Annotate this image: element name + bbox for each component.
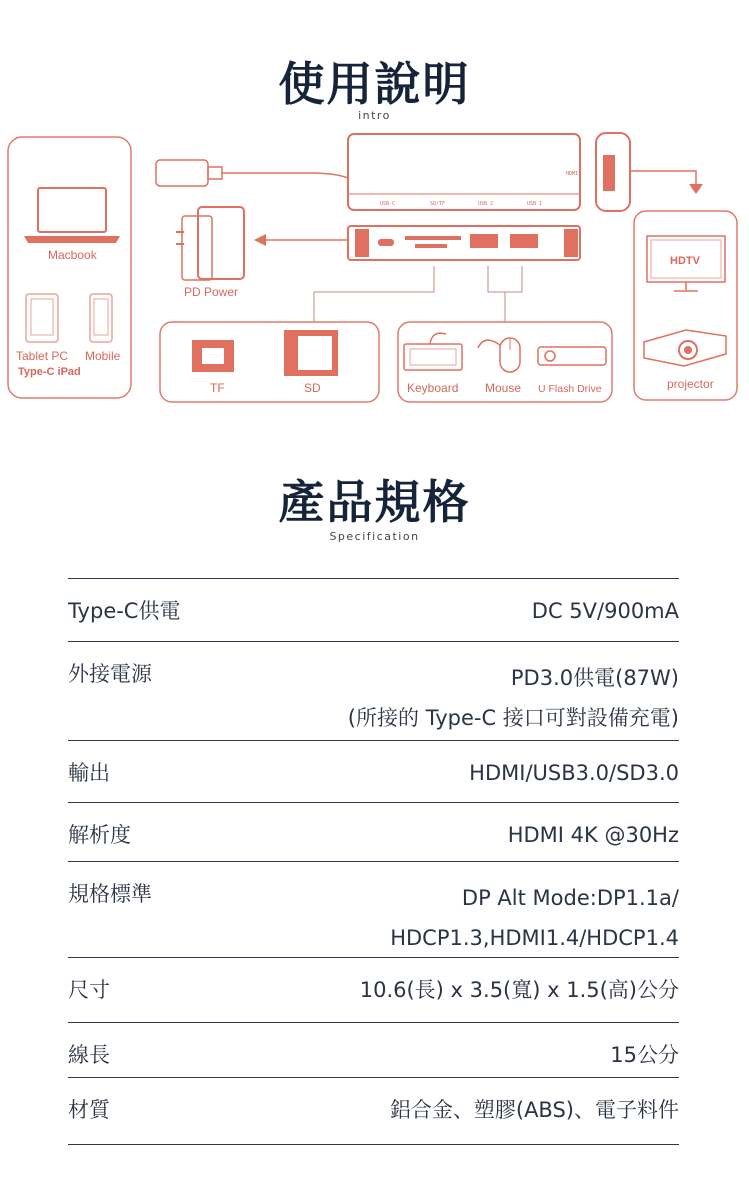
tf-label: TF (210, 381, 225, 395)
intro-title: 使用說明 (278, 57, 471, 111)
spec-value-line: 10.6(長) x 3.5(寬) x 1.5(高)公分 (359, 978, 679, 1002)
tablet-label: Tablet PC (16, 349, 69, 363)
hdtv-label: HDTV (670, 255, 700, 267)
mobile-icon (90, 294, 112, 342)
intro-subtitle: intro (358, 109, 391, 122)
spec-value-line: HDMI/USB3.0/SD3.0 (469, 761, 679, 785)
spec-value-line: PD3.0供電(87W) (510, 666, 679, 690)
spec-key: Type-C供電 (68, 599, 181, 623)
cable-line (222, 173, 348, 178)
spec-row (68, 578, 679, 641)
hub-side-view (348, 134, 580, 210)
flash-drive-icon (538, 347, 606, 365)
hdmi-arrow (630, 171, 696, 188)
spec-row (68, 1022, 679, 1077)
port-label-sdtf: SD/TF (430, 201, 446, 207)
typec-plug-icon (156, 160, 222, 186)
spec-row (68, 641, 679, 740)
spec-value (360, 974, 679, 1008)
spec-key: 外接電源 (68, 662, 152, 686)
spec-key: 規格標準 (68, 882, 152, 906)
pd-power-label: PD Power (184, 285, 239, 299)
spec-key: 材質 (68, 1098, 110, 1122)
spec-value (347, 658, 679, 730)
spec-row (68, 957, 679, 1022)
spec-value (390, 878, 679, 950)
projector-icon (644, 330, 726, 366)
hub-front-view (348, 226, 580, 260)
port-label-hdmi: HDMI (566, 171, 579, 177)
spec-value-line: HDCP1.3,HDMI1.4/HDCP1.4 (390, 926, 679, 950)
spec-row (68, 1077, 679, 1145)
spec-value-line: HDMI 4K @30Hz (507, 823, 679, 847)
mouse-icon (478, 338, 520, 372)
keyboard-label: Keyboard (407, 381, 459, 395)
spec-value-line: DC 5V/900mA (531, 599, 679, 623)
macbook-icon (24, 188, 120, 243)
spec-value-line: DP Alt Mode:DP1.1a/ (461, 886, 679, 910)
spec-value-line: 鋁合金、塑膠(ABS)、電子料件 (389, 1098, 679, 1122)
spec-value-line: (所接的 Type-C 接口可對設備充電) (347, 706, 679, 730)
spec-value (508, 819, 679, 847)
spec-row (68, 802, 679, 861)
ipad-label: Type-C iPad (18, 366, 81, 378)
spec-value (610, 1039, 679, 1067)
sd-card-icon (284, 330, 338, 376)
port-label-usb2: USB 2 (478, 201, 494, 207)
tf-card-icon (192, 340, 234, 372)
sd-label: SD (304, 381, 321, 395)
spec-key: 輸出 (68, 761, 110, 785)
flash-label: U Flash Drive (538, 383, 602, 395)
keyboard-icon (404, 333, 462, 370)
usage-diagram (0, 120, 749, 420)
spec-value (390, 1094, 679, 1130)
display-panel (634, 211, 737, 400)
mobile-label: Mobile (85, 349, 121, 363)
hdmi-plug-icon (596, 133, 630, 211)
macbook-label: Macbook (48, 248, 97, 262)
spec-row (68, 861, 679, 957)
spec-subtitle: Specification (329, 530, 420, 543)
spec-key: 尺寸 (68, 978, 110, 1002)
spec-title: 產品規格 (278, 475, 471, 529)
spec-key: 線長 (68, 1043, 110, 1067)
spec-table (68, 578, 679, 1145)
spec-value-line: 15公分 (610, 1043, 679, 1067)
mouse-label: Mouse (485, 381, 522, 395)
port-label-usbc: USB-C (380, 201, 396, 207)
spec-value (469, 757, 679, 788)
projector-label: projector (667, 377, 714, 391)
pd-power-icon (176, 207, 244, 280)
tablet-icon (26, 294, 58, 342)
port-label-usb1: USB 1 (527, 201, 543, 207)
spec-value (532, 595, 679, 627)
spec-key: 解析度 (68, 823, 131, 847)
spec-row (68, 740, 679, 802)
